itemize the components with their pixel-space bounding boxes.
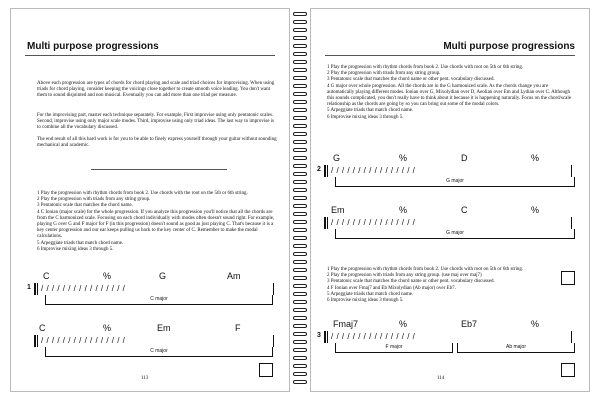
key-bracket: F major xyxy=(335,343,453,353)
spiral-ring xyxy=(293,340,307,344)
spiral-ring xyxy=(293,52,307,56)
spiral-ring xyxy=(293,284,307,288)
end-bar xyxy=(273,335,274,347)
chord-label: Em xyxy=(157,323,171,333)
spiral-ring xyxy=(293,244,307,248)
repeat-bar xyxy=(327,331,328,343)
chord-label: C xyxy=(39,323,46,333)
slash-notation: / / / / / / / / / / / / / / / / xyxy=(331,166,416,175)
chord-label: Eb7 xyxy=(461,319,478,329)
left-page xyxy=(10,8,290,392)
repeat-bar xyxy=(324,331,326,343)
spiral-ring xyxy=(293,300,307,304)
list-item: 2 Play the progression with triads from any string group. xyxy=(37,197,151,203)
spiral-ring xyxy=(293,268,307,272)
repeat-bar xyxy=(324,217,326,229)
spiral-ring xyxy=(293,180,307,184)
list-item: 3 Pentatonic scale that matches the chord name or other pent. vocabulary discussed. xyxy=(327,279,495,285)
list-item: 5 Arpeggiate triads that match chord name. xyxy=(327,291,414,297)
repeat-bar xyxy=(324,165,326,177)
spiral-ring xyxy=(293,44,307,48)
end-bar xyxy=(571,165,572,177)
right-page xyxy=(310,8,590,392)
slash-notation: / / / / / / / / / / / / / / / / xyxy=(331,218,416,227)
steps-list xyxy=(327,65,573,121)
list-item: 5 Arpeggiate triads that match chord name. xyxy=(327,108,414,114)
repeat-symbol: % xyxy=(531,205,540,215)
spiral-binding xyxy=(292,12,308,388)
spiral-ring xyxy=(293,324,307,328)
spiral-ring xyxy=(293,20,307,24)
list-item: 1 Play the progression with rhythm chords from book 2. Use chords with root on 5th or 6th string. xyxy=(327,65,524,70)
title-rule xyxy=(325,55,575,56)
spiral-ring xyxy=(293,364,307,368)
spiral-ring xyxy=(293,172,307,176)
spiral-ring xyxy=(293,140,307,144)
spiral-ring xyxy=(293,164,307,168)
key-bracket: Ab major xyxy=(457,343,575,353)
slash-notation: / / / / / / / / / / / / / / / / xyxy=(41,284,126,293)
spiral-ring xyxy=(293,76,307,80)
chord-label: C xyxy=(461,205,468,215)
key-bracket: C major xyxy=(45,295,273,305)
spiral-ring xyxy=(293,100,307,104)
intro-paragraph: Above each progression are types of chords for chord playing and scale and triad choices for improvising. When using triads for chord playing, consider keeping the voicings close together to create smooth voice leading. You don't want them to sound disjointed and non musical. Eventually you can add more than one triad per measure. xyxy=(37,81,275,99)
slash-notation: / / / / / / / / / / / / / / / / xyxy=(41,336,126,345)
list-item: 4 G major over whole progression. All the chords are in the G harmonized scale. As the chords change you are automatically playing different modes. Ionian over G, Mixolydian over D, Aeolian over Em and Lydian over C. Although this sounds complicated, you don't really have to think about it because it is happening naturally. Focus on the chord/scale relationship as the chords are going by so you can bring out some of the modal colors. xyxy=(327,83,571,108)
chord-label: G xyxy=(159,271,167,281)
chord-label: Am xyxy=(227,271,241,281)
repeat-bar xyxy=(37,283,38,295)
spiral-ring xyxy=(293,68,307,72)
list-item: 4 C Ionian (major scale) for the whole progression. If you analyze this progression you'll notice that all the chords are from the C harmonized scale. Focusing on each chord individually with modes often doesn't sound right. For example, playing G over G and F major for F (in this progression) doesn't sound as good as just playing C. That's because it is a key center progression and our ear keeps pulling us back to the key center of C. Remember to make the modal calculations. xyxy=(37,209,275,240)
spiral-ring xyxy=(293,220,307,224)
spiral-ring xyxy=(293,188,307,192)
key-bracket: G major xyxy=(335,177,575,187)
list-item: 3 Pentatonic scale that matches the chord name. xyxy=(37,203,133,209)
title-rule xyxy=(25,55,275,56)
list-item: 2 Play the progression with triads from any string group. (use maj over maj7) xyxy=(327,273,482,279)
steps-list xyxy=(37,191,281,253)
spiral-ring xyxy=(293,236,307,240)
chord-label: F xyxy=(235,323,241,333)
chord-label: G xyxy=(333,153,341,163)
repeat-bar xyxy=(34,335,36,347)
spiral-ring xyxy=(293,348,307,352)
progression-number: 1 xyxy=(27,284,31,291)
page-number: 114 xyxy=(437,376,445,381)
spiral-ring xyxy=(293,28,307,32)
spiral-ring xyxy=(293,148,307,152)
spiral-ring xyxy=(293,196,307,200)
end-bar xyxy=(273,283,274,295)
list-item: 6 Improvise mixing ideas 3 through 5. xyxy=(327,298,404,304)
spiral-ring xyxy=(293,356,307,360)
spiral-ring xyxy=(293,372,307,376)
repeat-symbol: % xyxy=(399,153,408,163)
spiral-ring xyxy=(293,228,307,232)
intro-paragraph: For the improvising part, master each technique separately. For example, First improvise using only pentatonic scales. Second, improvise using only major scale modes. Third, improvise using only triad ideas. The last way to improvise is to combine all the vocabulary discussed. xyxy=(37,113,275,131)
list-item: 3 Pentatonic scale that matches the chord name or other pent. vocabulary discussed. xyxy=(327,77,495,83)
chord-row xyxy=(35,323,275,335)
spiral-ring xyxy=(293,156,307,160)
checkbox-square[interactable] xyxy=(561,363,575,377)
chord-label: D xyxy=(461,153,468,163)
spiral-ring xyxy=(293,380,307,384)
end-bar xyxy=(571,331,572,343)
repeat-bar xyxy=(327,217,328,229)
repeat-symbol: % xyxy=(399,319,408,329)
spiral-ring xyxy=(293,316,307,320)
checkbox-square[interactable] xyxy=(259,363,273,377)
steps-list xyxy=(327,267,573,304)
key-bracket: G major xyxy=(335,229,575,239)
spiral-ring xyxy=(293,92,307,96)
list-item: 5 Arpeggiate triads that match chord name. xyxy=(37,240,124,246)
spiral-ring xyxy=(293,212,307,216)
list-item: 1 Play the progression with rhythm chords from book 2. Use chords with the root on the 5th or 6th string. xyxy=(37,191,248,196)
chord-row xyxy=(325,319,575,331)
chord-row xyxy=(325,153,575,165)
spiral-ring xyxy=(293,260,307,264)
spiral-ring xyxy=(293,12,307,16)
spiral-ring xyxy=(293,308,307,312)
repeat-symbol: % xyxy=(103,271,112,281)
chord-label: Fmaj7 xyxy=(333,319,359,329)
spiral-ring xyxy=(293,60,307,64)
list-item: 6 Improvise mixing ideas 3 through 5. xyxy=(327,114,404,120)
key-bracket: C major xyxy=(45,347,273,357)
repeat-bar xyxy=(327,165,328,177)
chord-label: Em xyxy=(331,205,345,215)
section-divider xyxy=(91,169,227,170)
intro-paragraph: The end result of all this hard work is for you to be able to finely express yourself through your guitar without sounding mechanical and academic. xyxy=(37,137,277,149)
spiral-ring xyxy=(293,36,307,40)
spiral-ring xyxy=(293,116,307,120)
spiral-ring xyxy=(293,332,307,336)
spiral-ring xyxy=(293,276,307,280)
repeat-symbol: % xyxy=(103,323,112,333)
repeat-bar xyxy=(34,283,36,295)
chord-row xyxy=(35,271,275,283)
spiral-ring xyxy=(293,292,307,296)
chord-row xyxy=(325,205,575,217)
list-item: 4 F Ionian over Fmaj7 and Eb Mixolydian (Ab major) over Eb7. xyxy=(327,285,456,291)
list-item: 6 Improvise mixing ideas 3 through 5. xyxy=(37,246,114,252)
repeat-symbol: % xyxy=(531,319,540,329)
page-title: Multi purpose progressions xyxy=(27,41,159,52)
spiral-ring xyxy=(293,252,307,256)
repeat-symbol: % xyxy=(531,153,540,163)
page-number: 113 xyxy=(141,376,149,381)
progression-number: 3 xyxy=(317,332,321,339)
spiral-ring xyxy=(293,132,307,136)
spiral-ring xyxy=(293,124,307,128)
spiral-ring xyxy=(293,204,307,208)
chord-label: C xyxy=(43,271,50,281)
end-bar xyxy=(571,217,572,229)
page-title: Multi purpose progressions xyxy=(443,41,575,52)
progression-number: 2 xyxy=(317,166,321,173)
repeat-bar xyxy=(37,335,38,347)
repeat-symbol: % xyxy=(399,205,408,215)
slash-notation: / / / / / / / / / / / / / / / / xyxy=(331,332,416,341)
spiral-ring xyxy=(293,108,307,112)
list-item: 1 Play the progression with rhythm chords from book 2. Use chords with root on 5th or 6th string. xyxy=(327,267,524,272)
list-item: 2 Play the progression with triads from any string group. xyxy=(327,71,441,77)
spiral-ring xyxy=(293,84,307,88)
